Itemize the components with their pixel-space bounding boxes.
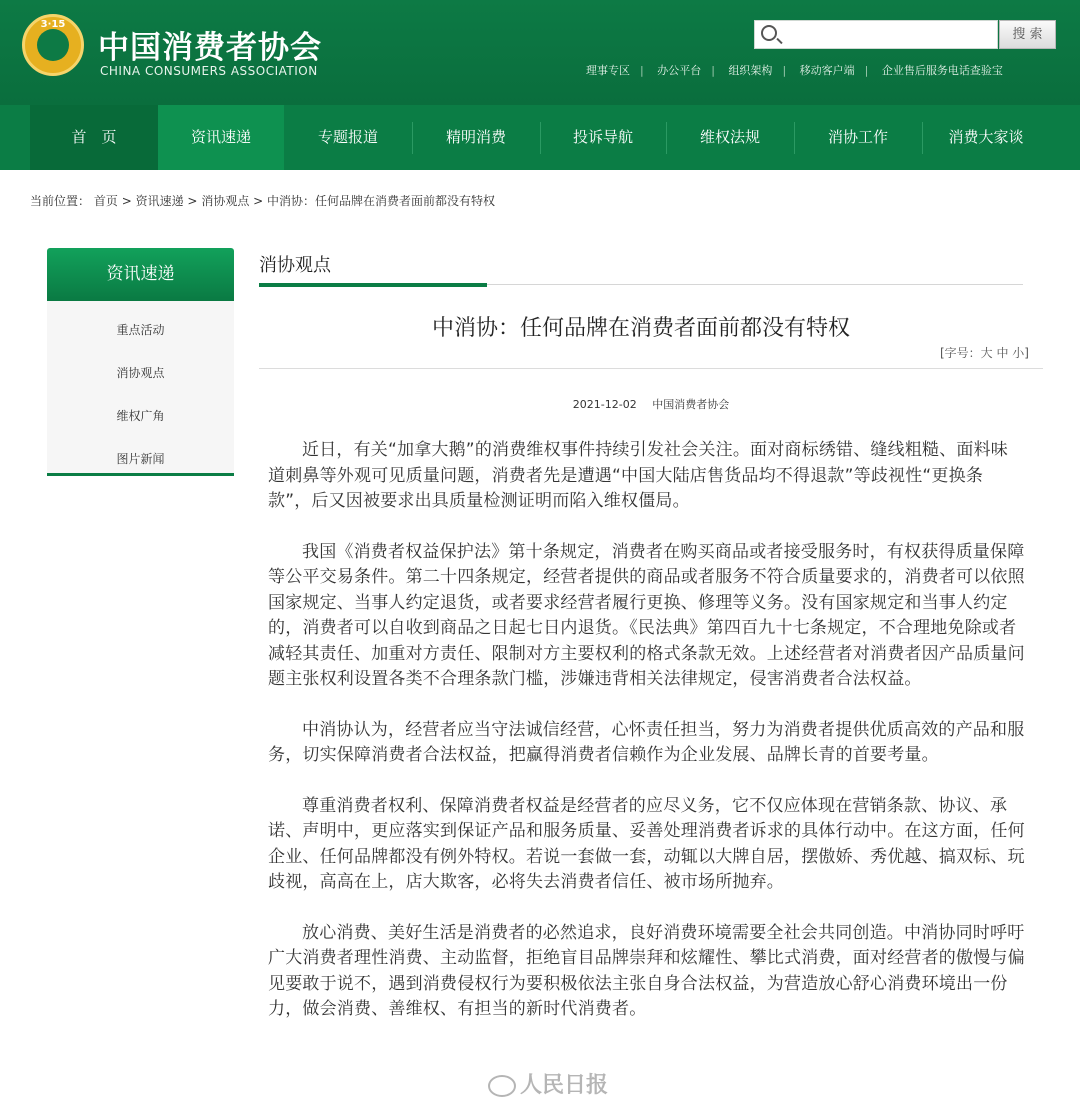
section-title: 消协观点 (259, 255, 331, 276)
weibo-icon (488, 1075, 516, 1097)
breadcrumb-sep: > (253, 194, 264, 208)
toplink-separator: | (640, 64, 644, 77)
site-title[interactable]: 中国消费者协会 (98, 30, 322, 66)
nav-item-smart-consumption[interactable]: 精明消费 (445, 128, 506, 146)
toplink-separator: | (864, 64, 869, 77)
toplink-office[interactable]: 办公平台 (657, 64, 702, 77)
nav-item-home[interactable]: 首 页 (30, 105, 158, 170)
watermark-text: 人民日报 (520, 1073, 609, 1098)
sidebar-title: 资讯速递 (47, 248, 234, 301)
nav-item-laws[interactable]: 维权法规 (699, 128, 760, 146)
article-paragraph: 尊重消费者权利、保障消费者权益是经营者的应尽义务，它不仅应体现在营销条款、协议、承诺、声明中，更应落实到保证产品和服务质量、妥善处理消费者诉求的具体行动中。在这方面，任何企业、任何品牌都没有例外特权。若说一套做一套，动辄以大牌自居，摆傲娇、秀优越、搞双标、玩歧视，高高在上，店大欺客，必将失去消费者信任、被市场所抛弃。 (268, 795, 1025, 892)
sidebar-item-photo-news[interactable]: 图片新闻 (116, 452, 165, 466)
sidebar-item-viewpoints[interactable]: 消协观点 (116, 366, 165, 380)
breadcrumb-sep: > (121, 194, 132, 208)
search-button[interactable]: 搜 索 (999, 20, 1056, 49)
toplink-aftersales[interactable]: 企业售后服务电话查验宝 (881, 64, 1003, 77)
sidebar-item-key-events[interactable]: 重点活动 (116, 323, 165, 337)
article-paragraph: 近日，有关“加拿大鹅”的消费维权事件持续引发社会关注。面对商标绣错、缝线粗糙、面料味道刺鼻等外观可见质量问题，消费者先是遭遇“中国大陆店售货品均不得退款”等歧视性“更换条款”，后又因被要求出具质量检测证明而陷入维权僵局。 (268, 440, 1009, 511)
sidebar (47, 248, 234, 476)
breadcrumb (30, 192, 495, 209)
breadcrumb-current: 中消协：任何品牌在消费者面前都没有特权 (267, 194, 496, 208)
site-header (0, 0, 1080, 105)
nav-item-complaint-guide[interactable]: 投诉导航 (572, 128, 633, 146)
section-accent-bar (259, 283, 487, 287)
search-box (754, 20, 998, 49)
article-paragraph: 放心消费、美好生活是消费者的必然追求，良好消费环境需要全社会共同创造。中消协同时呼吁广大消费者理性消费、主动监督，拒绝盲目品牌崇拜和炫耀性、攀比式消费，面对经营者的傲慢与偏见要敢于说不，遇到消费侵权行为要积极依法主张自身合法权益，为营造放心舒心消费环境出一份力，做会消费、善维权、有担当的新时代消费者。 (268, 922, 1025, 1019)
emblem-inner (37, 29, 69, 61)
article-divider (259, 368, 1043, 369)
emblem-text: 3·15 (40, 19, 66, 30)
article-meta (259, 396, 1043, 412)
article-body (268, 438, 1025, 1048)
nav-item-association-work[interactable]: 消协工作 (827, 128, 888, 146)
breadcrumb-sep: > (187, 194, 198, 208)
nav-item-topics[interactable]: 专题报道 (317, 128, 378, 146)
toplink-separator: | (782, 64, 787, 77)
toplink-separator: | (711, 64, 715, 77)
cca-emblem-icon[interactable] (22, 14, 84, 76)
sidebar-list (47, 301, 234, 473)
top-links (586, 62, 1066, 80)
sidebar-item-rights-angle[interactable]: 维权广角 (116, 409, 165, 423)
article-date: 2021-12-02 (572, 398, 637, 411)
article-paragraph: 中消协认为，经营者应当守法诚信经营，心怀责任担当，努力为消费者提供优质高效的产品和服务，切实保障消费者合法权益，把赢得消费者信赖作为企业发展、品牌长青的首要考量。 (268, 719, 1025, 765)
nav-item-news[interactable]: 资讯速递 (158, 105, 284, 170)
site-subtitle: CHINA CONSUMERS ASSOCIATION (100, 64, 318, 78)
toplink-structure[interactable]: 组织架构 (728, 64, 773, 77)
search-input[interactable] (783, 23, 993, 46)
breadcrumb-viewpoints[interactable]: 消协观点 (201, 194, 250, 208)
main-nav (0, 105, 1080, 170)
search-icon (761, 25, 777, 41)
article-source: 中国消费者协会 (652, 398, 730, 411)
breadcrumb-news[interactable]: 资讯速递 (135, 194, 184, 208)
toplink-mobile[interactable]: 移动客户端 (799, 64, 855, 77)
nav-item-discussion[interactable]: 消费大家谈 (948, 128, 1024, 146)
watermark (488, 1068, 608, 1099)
font-size-selector[interactable]: [字号：大 中 小] (940, 346, 1029, 360)
breadcrumb-label: 当前位置： (30, 194, 91, 208)
toplink-council[interactable]: 理事专区 (586, 64, 630, 77)
breadcrumb-home[interactable]: 首页 (93, 194, 118, 208)
article-paragraph: 我国《消费者权益保护法》第十条规定，消费者在购买商品或者接受服务时，有权获得质量保障等公平交易条件。第二十四条规定，经营者提供的商品或者服务不符合质量要求的，消费者可以依照国家规定、当事人约定退货，或者要求经营者履行更换、修理等义务。没有国家规定和当事人约定的，消费者可以自收到商品之日起七日内退货。《民法典》第四百九十七条规定，不合理地免除或者减轻其责任、加重对方责任、限制对方主要权利的格式条款无效。上述经营者对消费者因产品质量问题主张权利设置各类不合理条款门槛，涉嫌违背相关法律规定，侵害消费者合法权益。 (268, 541, 1025, 689)
article-title: 中消协：任何品牌在消费者面前都没有特权 (431, 316, 850, 341)
